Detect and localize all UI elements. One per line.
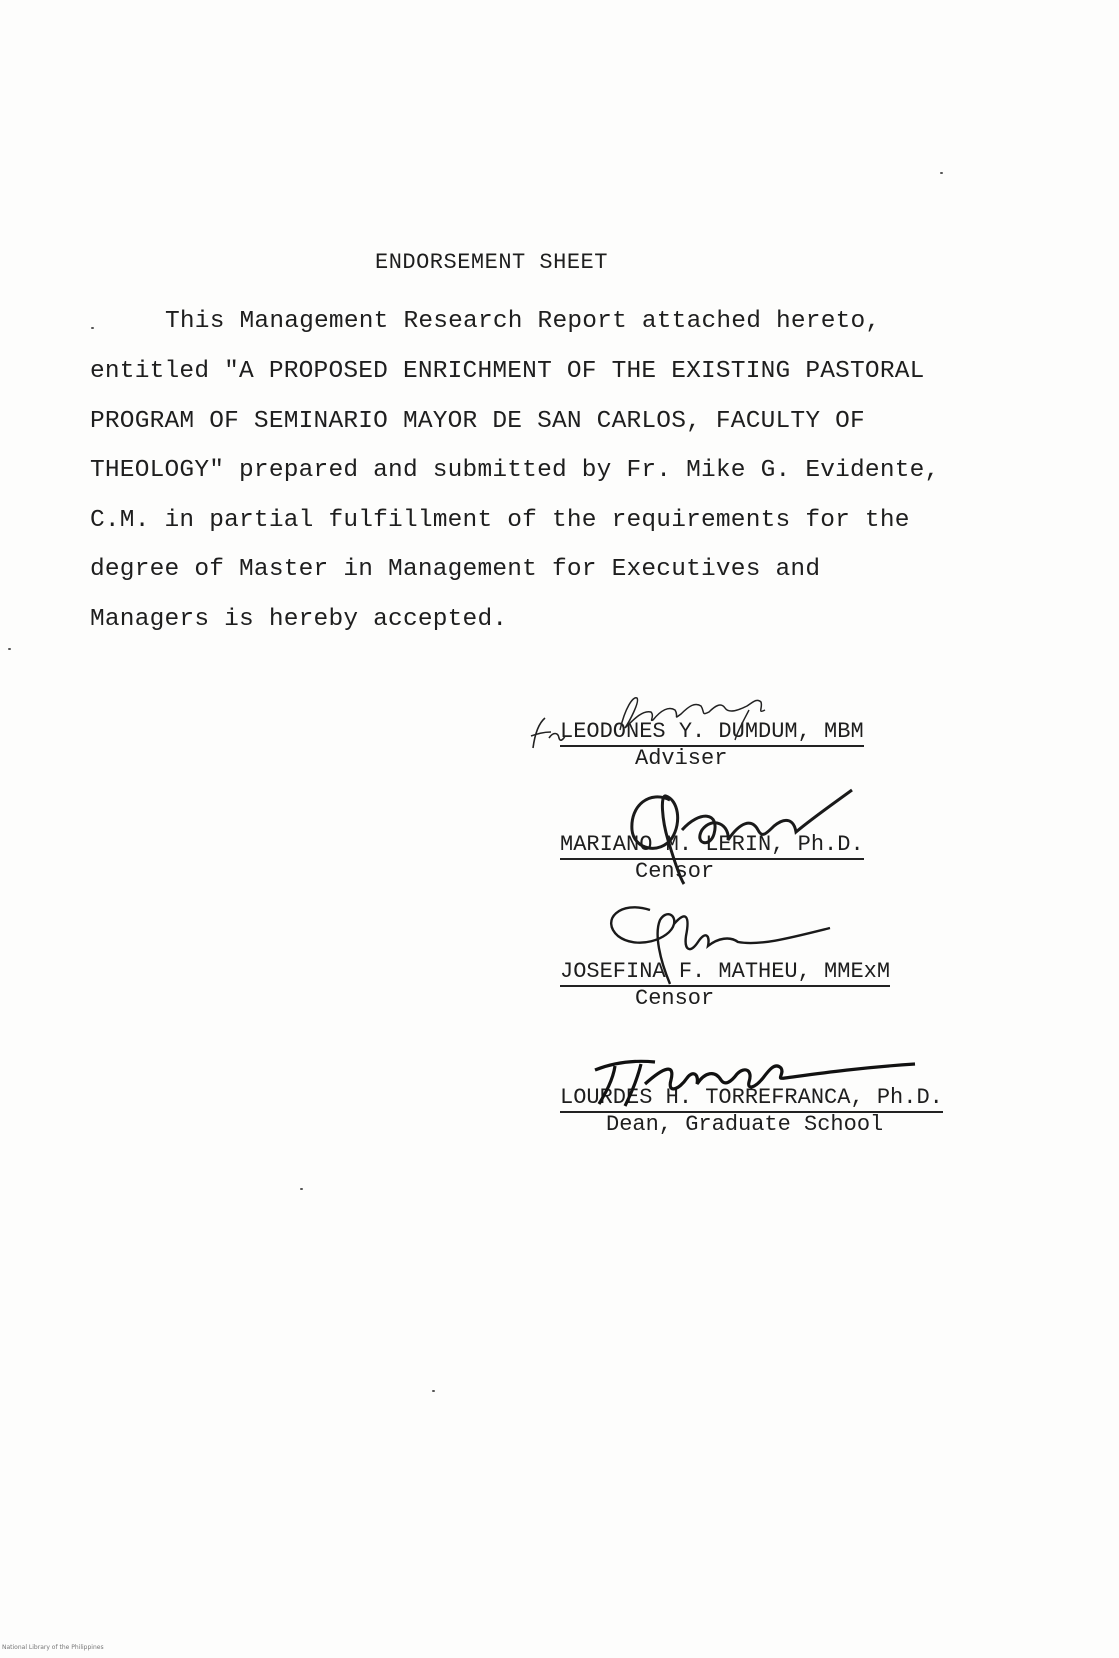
body-line: C.M. in partial fulfillment of the requirements for the <box>90 507 910 534</box>
body-line: PROGRAM OF SEMINARIO MAYOR DE SAN CARLOS, FACULTY OF <box>90 408 865 435</box>
body-line: THEOLOGY" prepared and submitted by Fr. Mike G. Evidente, <box>90 457 940 484</box>
scan-speck <box>432 1390 435 1392</box>
scan-speck <box>940 172 943 174</box>
body-line: Managers is hereby accepted. <box>90 606 508 633</box>
scan-speck <box>8 648 11 650</box>
signatory-dean <box>560 1086 943 1137</box>
body-line: degree of Master in Management for Executives and <box>90 556 821 583</box>
signatory-name: LEODONES Y. DUMDUM, MBM <box>560 720 864 747</box>
signatory-role: Adviser <box>635 746 728 771</box>
footer-text: National Library of the Philippines <box>2 1644 104 1651</box>
signatory-censor-2 <box>560 960 890 1011</box>
signatory-name: MARIANO M. LERIN, Ph.D. <box>560 833 864 860</box>
signatory-role: Censor <box>635 986 715 1011</box>
document-title: ENDORSEMENT SHEET <box>375 250 608 275</box>
signatory-role: Dean, Graduate School <box>606 1112 884 1137</box>
signatory-role: Censor <box>635 859 715 884</box>
body-line: This Management Research Report attached hereto, <box>165 308 881 335</box>
signatory-name: JOSEFINA F. MATHEU, MMExM <box>560 960 890 987</box>
scan-speck <box>91 327 94 329</box>
body-line: entitled "A PROPOSED ENRICHMENT OF THE EXISTING PASTORAL <box>90 358 925 385</box>
signatory-name: LOURDES H. TORREFRANCA, Ph.D. <box>560 1086 943 1113</box>
signatory-censor-1 <box>560 833 864 884</box>
signatory-adviser <box>560 720 864 771</box>
scan-speck <box>300 1188 303 1190</box>
